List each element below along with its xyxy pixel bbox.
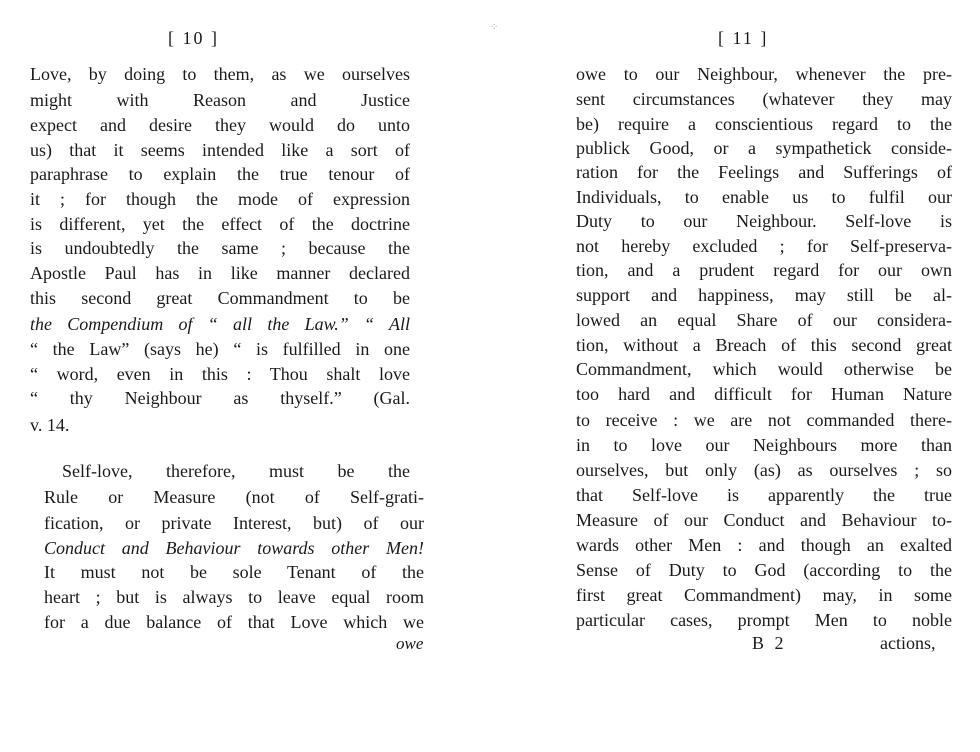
text-line: Measure of our Conduct and Behaviour to- xyxy=(576,510,952,530)
text-line: Self-love, therefore, must be the xyxy=(62,461,410,481)
text-line: sent circumstances (whatever they may xyxy=(576,89,952,109)
text-line: this second great Commandment to be xyxy=(30,288,410,308)
text-line: to receive : we are not commanded there- xyxy=(576,410,952,430)
text-line: Commandment, which would otherwise be xyxy=(576,359,952,379)
text-line: wards other Men : and though an exalted xyxy=(576,535,952,555)
text-line: that Self-love is apparently the true xyxy=(576,485,952,505)
text-line: Sense of Duty to God (according to the xyxy=(576,560,952,580)
text-line: Love, by doing to them, as we ourselves xyxy=(30,64,410,84)
text-line: particular cases, prompt Men to noble xyxy=(576,610,952,630)
right-page xyxy=(490,0,980,752)
text-line: not hereby excluded ; for Self-preserva- xyxy=(576,236,952,256)
text-line: tion, and a prudent regard for our own xyxy=(576,260,952,280)
page-number-right: [ 11 ] xyxy=(718,28,769,48)
text-line: is different, yet the effect of the doctrine xyxy=(30,214,410,234)
text-line: lowed an equal Share of our considera- xyxy=(576,310,952,330)
text-line: it ; for though the mode of expression xyxy=(30,189,410,209)
text-line: publick Good, or a sympathetick conside- xyxy=(576,138,952,158)
text-line: in to love our Neighbours more than xyxy=(576,435,952,455)
gutter-mark: ⁘ xyxy=(490,22,499,33)
text-line: for a due balance of that Love which we xyxy=(44,612,424,632)
catchword-left: owe xyxy=(396,634,424,653)
text-line: us) that it seems intended like a sort of xyxy=(30,140,410,160)
text-line: ration for the Feelings and Sufferings of xyxy=(576,162,952,182)
left-page xyxy=(0,0,470,752)
text-line: the Compendium of “ all the Law.” “ All xyxy=(30,314,410,334)
text-line: “ word, even in this : Thou shalt love xyxy=(30,364,410,384)
text-line: fication, or private Interest, but) of our xyxy=(44,513,424,533)
text-line: Conduct and Behaviour towards other Men! xyxy=(44,538,424,558)
text-line: expect and desire they would do unto xyxy=(30,115,410,135)
text-line: Rule or Measure (not of Self-grati- xyxy=(44,487,424,507)
text-line: Individuals, to enable us to fulfil our xyxy=(576,187,952,207)
text-line: heart ; but is always to leave equal room xyxy=(44,587,424,607)
text-line: v. 14. xyxy=(30,415,70,435)
text-line: owe to our Neighbour, whenever the pre- xyxy=(576,64,952,84)
page-number-left: [ 10 ] xyxy=(168,28,219,48)
text-line: Duty to our Neighbour. Self-love is xyxy=(576,211,952,231)
text-line: is undoubtedly the same ; because the xyxy=(30,238,410,258)
text-line: “ the Law” (says he) “ is fulfilled in one xyxy=(30,339,410,359)
text-line: “ thy Neighbour as thyself.” (Gal. xyxy=(30,388,410,408)
text-line: too hard and difficult for Human Nature xyxy=(576,384,952,404)
catchword-right: actions, xyxy=(880,633,936,653)
text-line: might with Reason and Justice xyxy=(30,90,410,110)
text-line: tion, without a Breach of this second great xyxy=(576,335,952,355)
text-line: support and happiness, may still be al- xyxy=(576,285,952,305)
text-line: be) require a conscientious regard to the xyxy=(576,114,952,134)
text-line: It must not be sole Tenant of the xyxy=(44,562,424,582)
text-line: Apostle Paul has in like manner declared xyxy=(30,263,410,283)
signature-mark: B 2 xyxy=(752,633,787,653)
text-line: first great Commandment) may, in some xyxy=(576,585,952,605)
text-line: ourselves, but only (as) as ourselves ; so xyxy=(576,460,952,480)
text-line: paraphrase to explain the true tenour of xyxy=(30,164,410,184)
